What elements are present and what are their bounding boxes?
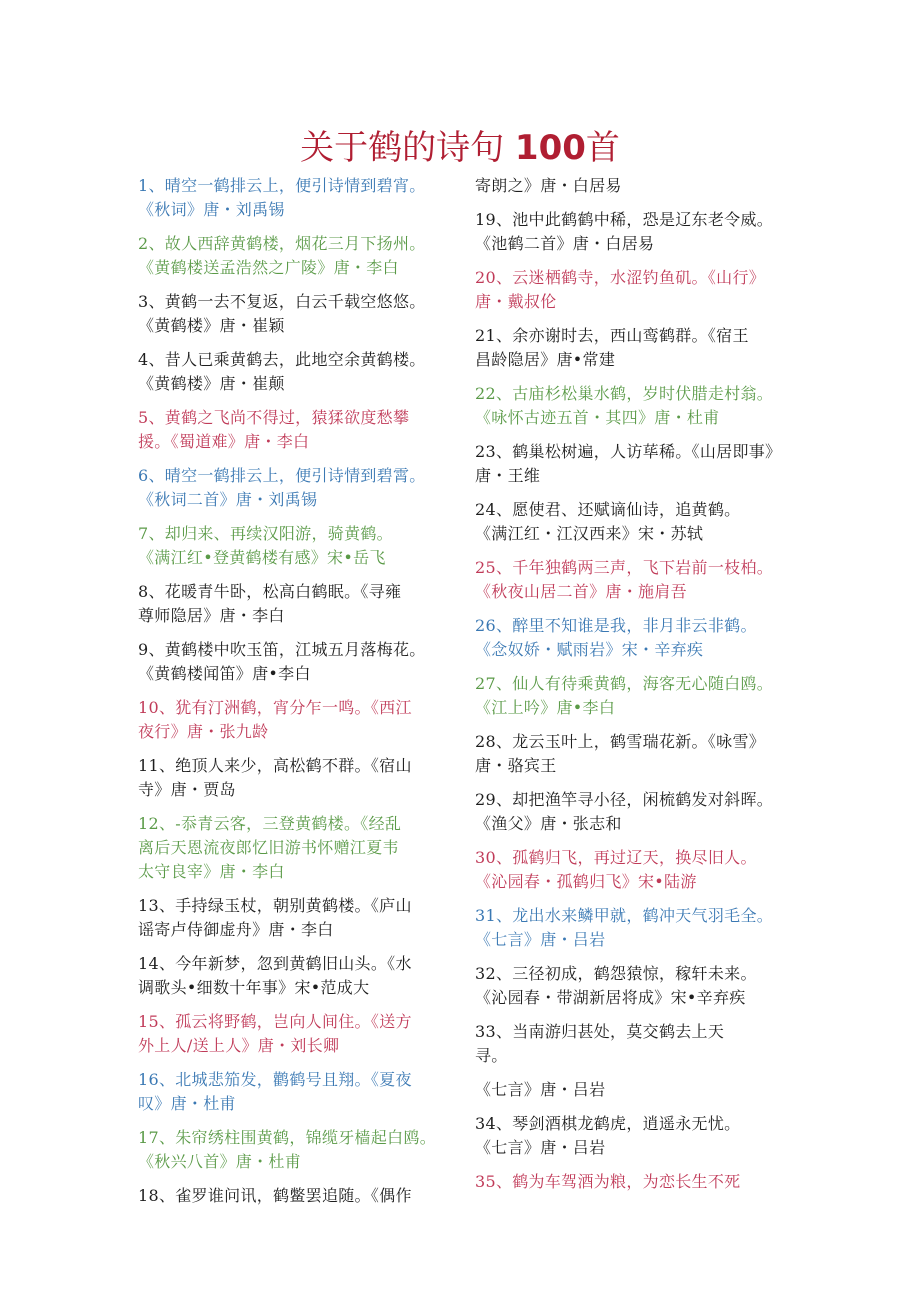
poem-line: 28、龙云玉叶上，鹤雪瑞花新。《咏雪》 [475,732,766,751]
poem-line: 17、朱帘绣柱围黄鹤，锦缆牙樯起白鸥。 [138,1128,437,1147]
poem-line: 《秋词二首》唐・刘禹锡 [138,490,318,509]
poem-line: 调歌头•细数十年事》宋•范成大 [138,978,370,997]
poem-line: 9、黄鹤楼中吹玉笛，江城五月落梅花。 [138,640,426,659]
page-title [0,124,920,172]
poem-line: 《念奴娇・赋雨岩》宋・辛弃疾 [475,640,704,659]
poem-line: 《沁园春・带湖新居将成》宋•辛弃疾 [475,988,746,1007]
poem-line: 《秋夜山居二首》唐・施肩吾 [475,582,687,601]
poem-entry [138,812,464,884]
poem-line: 《沁园春・孤鹤归飞》宋•陆游 [475,872,697,891]
poem-line: 14、今年新梦，忽到黄鹤旧山头。《水 [138,954,412,973]
poem-line: 太守良宰》唐・李白 [138,862,285,881]
poem-line: 23、鹤巢松树遍，人访荜稀。《山居即事》 [475,442,782,461]
poem-entry [138,952,464,1000]
poem-line: 5、黄鹤之飞尚不得过，猿猱欲度愁攀 [138,408,410,427]
poem-line: 34、琴剑酒棋龙鹤虎，逍遥永无忧。 [475,1114,741,1133]
poem-line: 唐・王维 [475,466,541,485]
poem-entry [475,266,801,314]
poem-line: 35、鹤为车驾酒为粮，为恋长生不死 [475,1172,741,1191]
poem-entry [475,556,801,604]
right-column [475,174,801,1204]
poem-line: 4、昔人已乘黄鹤去，此地空余黄鹤楼。 [138,350,426,369]
poem-entry [475,1170,801,1194]
poem-line: 22、古庙杉松巢水鹤，岁时伏腊走村翁。 [475,384,774,403]
poem-line: 援。《蜀道难》唐・李白 [138,432,310,451]
poem-line: 唐・骆宾王 [475,756,557,775]
poem-entry [138,754,464,802]
poem-line: 1、晴空一鹤排云上，便引诗情到碧宵。 [138,176,426,195]
poem-entry [475,1112,801,1160]
poem-line: 26、醉里不知谁是我，非月非云非鹤。 [475,616,757,635]
poem-entry [138,1010,464,1058]
poem-entry [475,672,801,720]
poem-line: 外上人/送上人》唐・刘长卿 [138,1036,340,1055]
poem-entry [475,730,801,778]
poem-entry [138,1184,464,1208]
poem-line: 《秋词》唐・刘禹锡 [138,200,285,219]
poem-entry [475,174,801,198]
poem-entry [138,894,464,942]
poem-line: 夜行》唐・张九龄 [138,722,269,741]
poem-entry [138,464,464,512]
poem-entry [475,962,801,1010]
poem-line: 2、故人西辞黄鹤楼，烟花三月下扬州。 [138,234,426,253]
poem-line: 寄朗之》唐・白居易 [475,176,622,195]
left-column [138,174,464,1218]
poem-line: 《江上吟》唐•李白 [475,698,616,717]
poem-line: 《黄鹤楼》唐・崔颠 [138,374,285,393]
poem-line: 18、雀罗谁问讯，鹤鳖罢追随。《偶作 [138,1186,412,1205]
poem-line: 27、仙人有待乘黄鹤，海客无心随白鸥。 [475,674,774,693]
poem-line: 《七言》唐・吕岩 [475,1080,606,1099]
poem-line: 《满江红•登黄鹤楼有感》宋•岳飞 [138,548,386,567]
poem-entry [475,382,801,430]
poem-line: 谣寄卢侍御虚舟》唐・李白 [138,920,334,939]
poem-line: 寺》唐・贾岛 [138,780,236,799]
poem-line: 10、犹有汀洲鹤，宵分乍一鸣。《西江 [138,698,412,717]
poem-line: 《渔父》唐・张志和 [475,814,622,833]
poem-line: 11、绝顶人来少，高松鹤不群。《宿山 [138,756,412,775]
poem-entry [138,406,464,454]
poem-entry [138,580,464,628]
poem-line: 7、却归来、再续汉阳游，骑黄鹤。 [138,524,393,543]
poem-entry [475,904,801,952]
poem-entry [138,696,464,744]
poem-entry [138,1068,464,1116]
poem-line: 21、余亦谢时去，西山鸾鹤群。《宿王 [475,326,749,345]
poem-entry [138,1126,464,1174]
poem-entry [138,174,464,222]
poem-line: 《满江红・江汉西来》宋・苏轼 [475,524,704,543]
poem-line: 31、龙出水来鳞甲就，鹤冲天气羽毛全。 [475,906,774,925]
title-suffix: 首 [585,128,620,168]
poem-line: 24、愿使君、还赋谪仙诗，追黄鹤。 [475,500,741,519]
poem-line: 32、三径初成，鹤怨猿惊，稼轩未来。 [475,964,757,983]
poem-entry [138,638,464,686]
poem-line: 8、花暖青牛卧，松高白鹤眠。《寻雍 [138,582,402,601]
poem-entry [138,522,464,570]
poem-line: 尊师隐居》唐・李白 [138,606,285,625]
poem-line: 25、千年独鹤两三声，飞下岩前一枝柏。 [475,558,774,577]
poem-line: 《七言》唐・吕岩 [475,1138,606,1157]
poem-entry [475,208,801,256]
poem-entry [138,232,464,280]
poem-line: 离后天恩流夜郎忆旧游书怀赠江夏韦 [138,838,399,857]
poem-line: 16、北城悲笳发，鹳鹤号且翔。《夏夜 [138,1070,412,1089]
poem-line: 《秋兴八首》唐・杜甫 [138,1152,302,1171]
poem-line: 《黄鹤楼闻笛》唐•李白 [138,664,311,683]
poem-line: 29、却把渔竿寻小径，闲梳鹤发对斜晖。 [475,790,774,809]
poem-line: 3、黄鹤一去不复返，白云千载空悠悠。 [138,292,426,311]
poem-line: 寻。 [475,1046,508,1065]
poem-line: 唐・戴叔伦 [475,292,557,311]
poem-entry [475,1078,801,1102]
poem-entry [475,788,801,836]
poem-line: 叹》唐・杜甫 [138,1094,236,1113]
poem-entry [475,440,801,488]
poem-entry [475,1020,801,1068]
poem-line: 19、池中此鹤鹤中稀，恐是辽东老令威。 [475,210,774,229]
poem-entry [475,498,801,546]
poem-line: 12、-忝青云客，三登黄鹤楼。《经乱 [138,814,402,833]
poem-line: 13、手持绿玉杖，朝别黄鹤楼。《庐山 [138,896,412,915]
poem-line: 《黄鹤楼》唐・崔颖 [138,316,285,335]
poem-line: 15、孤云将野鹤，岂向人间住。《送方 [138,1012,412,1031]
poem-line: 昌龄隐居》唐•常建 [475,350,616,369]
poem-line: 30、孤鹤归飞，再过辽天，换尽旧人。 [475,848,757,867]
poem-line: 20、云迷栖鹤寺，水涩钓鱼矶。《山行》 [475,268,766,287]
poem-line: 《七言》唐・吕岩 [475,930,606,949]
poem-line: 《咏怀古迹五首・其四》唐・杜甫 [475,408,720,427]
poem-line: 6、晴空一鹤排云上，便引诗情到碧霄。 [138,466,426,485]
poem-entry [475,846,801,894]
title-text: 关于鹤的诗句 [300,128,505,168]
poem-line: 33、当南游归甚处，莫交鹤去上天 [475,1022,725,1041]
poem-entry [138,348,464,396]
title-number: 100 [514,128,586,168]
poem-line: 《池鹤二首》唐・白居易 [475,234,655,253]
poem-entry [475,324,801,372]
poem-entry [475,614,801,662]
poem-entry [138,290,464,338]
poem-line: 《黄鹤楼送孟浩然之广陵》唐・李白 [138,258,399,277]
